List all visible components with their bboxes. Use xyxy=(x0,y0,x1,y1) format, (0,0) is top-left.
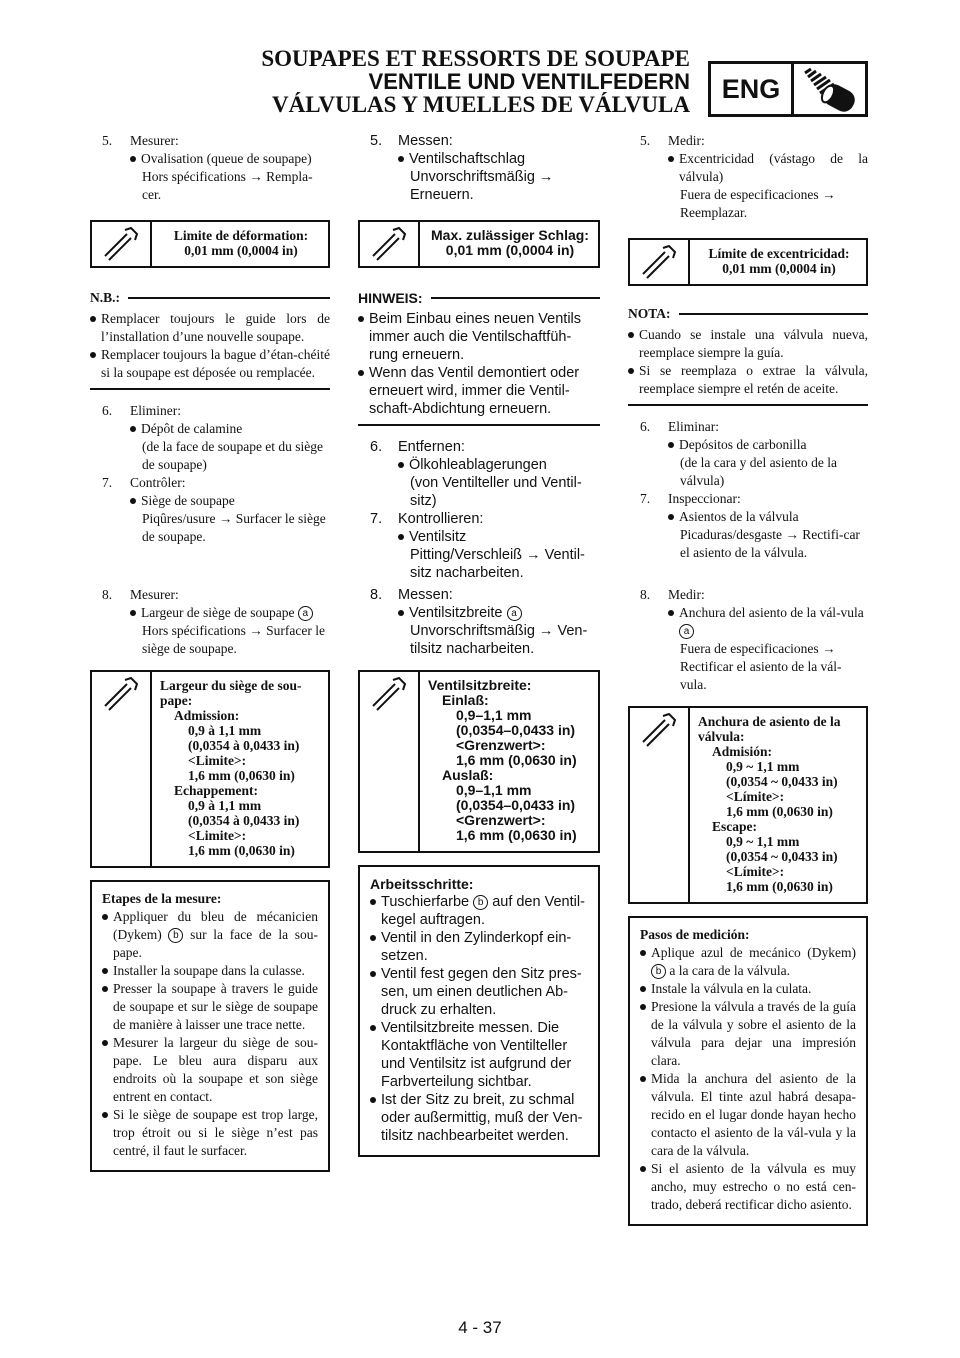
spec-text xyxy=(420,222,598,266)
note-end-rule xyxy=(628,404,868,406)
step-bullet xyxy=(668,604,868,640)
spec-value: 0,01 mm (0,0004 in) xyxy=(722,261,836,276)
wrench-icon xyxy=(630,708,690,902)
step-action: Unvorschriftsmäßig → Erneuern. xyxy=(410,169,554,203)
step-title: Inspeccionar: xyxy=(668,491,741,506)
step-number: 6. xyxy=(370,439,383,455)
step-7 xyxy=(90,474,330,546)
procedure-text: auf den Ventil-kegel auftragen. xyxy=(381,894,585,928)
wrench-icon xyxy=(92,672,152,866)
note-block xyxy=(90,290,330,390)
procedure-item: Si el asiento de la válvula es muy ancho, muy estrecho o no está cen-trado, deberá rectificar dicho asiento. xyxy=(640,1160,856,1214)
procedure-title: Etapes de la mesure: xyxy=(102,891,222,906)
procedure-item: Ventil in den Zylinderkopf ein-setzen. xyxy=(370,929,588,965)
step-7 xyxy=(358,510,600,582)
spec-value: 0,9 à 1,1 mm xyxy=(188,798,262,813)
header-title-fr: SOUPAPES ET RESSORTS DE SOUPAPE xyxy=(261,46,690,71)
spec-value: (0,0354 à 0,0433 in) xyxy=(188,813,300,828)
step-action: Hors spécifications → Rempla-cer. xyxy=(142,169,313,202)
step-5 xyxy=(358,132,600,204)
spec-value: 0,01 mm (0,0004 in) xyxy=(184,243,298,258)
spec-limit-label: <Grenzwert>: xyxy=(456,812,546,828)
step-action: Pitting/Verschleiß → Ventil-sitz nacharbeiten. xyxy=(410,547,585,581)
step-number: 8. xyxy=(370,587,383,603)
procedure-text: Appliquer du bleu de mécanicien (Dykem) xyxy=(113,909,318,942)
spec-title: Anchura de asiento de la válvula: xyxy=(698,714,841,744)
note-end-rule xyxy=(358,424,600,426)
spec-value: 0,9–1,1 mm xyxy=(456,707,532,723)
step-number: 5. xyxy=(370,133,383,149)
step-title: Entfernen: xyxy=(398,439,465,455)
step-8 xyxy=(358,586,600,658)
section-badge xyxy=(708,61,868,117)
spec-intake-label: Einlaß: xyxy=(442,692,489,708)
step-bullet: Ventilsitz xyxy=(398,528,600,546)
spec-title: Límite de excentricidad: xyxy=(708,246,850,261)
spec-title: Max. zulässiger Schlag: xyxy=(431,227,589,243)
column-spanish-lower xyxy=(628,586,868,1226)
note-item: Remplacer toujours la bague d’étan-chéité si la soupape est déposée ou remplacée. xyxy=(90,346,330,382)
spec-text xyxy=(152,672,328,866)
spec-exhaust-label: Echappement: xyxy=(174,783,258,798)
column-german-lower xyxy=(358,586,600,1157)
procedure-box xyxy=(628,916,868,1226)
spec-value: 1,6 mm (0,0630 in) xyxy=(726,879,833,894)
step-detail: (von Ventilteller und Ventil-sitz) xyxy=(410,475,582,509)
spec-limit-label: <Grenzwert>: xyxy=(456,737,546,753)
wrench-icon xyxy=(360,672,420,851)
spec-value: 1,6 mm (0,0630 in) xyxy=(456,827,577,843)
procedure-item: Mida la anchura del asiento de la válvula. El tinte azul habrá desapa-recido en el lugar donde hayan hecho contacto el asiento de la vál-vula y la cara de la válvula. xyxy=(640,1070,856,1160)
step-bullet-text: Ventilsitzbreite xyxy=(409,605,503,621)
spec-value: 0,9 ~ 1,1 mm xyxy=(726,834,800,849)
step-bullet: Dépôt de calamine xyxy=(130,420,330,438)
spec-box-limit xyxy=(90,220,330,268)
step-number: 5. xyxy=(640,133,651,148)
spec-value: (0,0354 ~ 0,0433 in) xyxy=(726,774,838,789)
spec-box-limit xyxy=(628,238,868,286)
procedure-item xyxy=(640,944,856,980)
step-bullet: Ventilschaftschlag xyxy=(398,150,600,168)
procedure-item xyxy=(370,893,588,929)
step-bullet: Ölkohleablagerungen xyxy=(398,456,600,474)
step-6 xyxy=(90,402,330,474)
step-action: Piqûres/usure → Surfacer le siège de soupape. xyxy=(142,511,326,544)
spec-intake-label: Admisión: xyxy=(712,744,773,759)
marker-a: a xyxy=(679,624,694,639)
procedure-item: Presione la válvula a través de la guía de la válvula y sobre el asiento de la válvula para dejar una impresión clara. xyxy=(640,998,856,1070)
step-number: 7. xyxy=(640,491,651,506)
page-number: 4 - 37 xyxy=(458,1318,502,1337)
step-8 xyxy=(90,586,330,658)
spec-value: 0,9 à 1,1 mm xyxy=(188,723,262,738)
spec-text xyxy=(152,222,328,266)
procedure-title: Arbeitsschritte: xyxy=(370,876,474,892)
note-block xyxy=(628,306,868,406)
spec-title: Limite de déformation: xyxy=(173,228,309,243)
spec-exhaust-label: Auslaß: xyxy=(442,767,494,783)
step-bullet xyxy=(398,604,600,622)
column-french-lower xyxy=(90,586,330,1172)
spec-value: 0,9–1,1 mm xyxy=(456,782,532,798)
step-action: Fuera de especificaciones → Reemplazar. xyxy=(680,187,836,220)
step-8 xyxy=(628,586,868,694)
spec-box-seat-width xyxy=(90,670,330,868)
procedure-box xyxy=(90,880,330,1172)
step-number: 8. xyxy=(640,587,651,602)
step-5 xyxy=(628,132,868,222)
step-action: Picaduras/desgaste → Rectifi-car el asiento de la válvula. xyxy=(680,527,860,560)
spec-value: 1,6 mm (0,0630 in) xyxy=(188,843,295,858)
step-title: Mesurer: xyxy=(130,133,179,148)
note-item: Wenn das Ventil demontiert oder erneuert wird, immer die Ventil-schaft-Abdichtung erneuern. xyxy=(358,364,600,418)
step-detail: (de la cara y del asiento de la válvula) xyxy=(680,455,838,488)
spec-title: Largeur du siège de sou-pape: xyxy=(160,678,302,708)
step-6 xyxy=(358,438,600,510)
step-bullet xyxy=(130,604,330,622)
spec-text xyxy=(420,672,598,851)
spec-value: 1,6 mm (0,0630 in) xyxy=(726,804,833,819)
wrench-icon xyxy=(630,240,690,284)
step-number: 8. xyxy=(102,587,113,602)
header-title-es: VÁLVULAS Y MUELLES DE VÁLVULA xyxy=(272,92,690,117)
note-item: Si se reemplaza o extrae la válvula, reemplace siempre el retén de aceite. xyxy=(628,362,868,398)
step-number: 5. xyxy=(102,133,113,148)
step-bullet: Asientos de la válvula xyxy=(668,508,868,526)
step-action: Fuera de especificaciones → Rectificar el asiento de la vál-vula. xyxy=(680,641,842,692)
spec-text xyxy=(690,708,866,902)
marker-b: b xyxy=(651,964,666,979)
spec-value: (0,0354 ~ 0,0433 in) xyxy=(726,849,838,864)
step-title: Mesurer: xyxy=(130,587,179,602)
note-title: N.B.: xyxy=(90,290,330,306)
procedure-item: Mesurer la largeur du siège de sou-pape. Le bleu aura disparu aux endroits où la soupape et son siège entrent en contact. xyxy=(102,1034,318,1106)
step-title: Contrôler: xyxy=(130,475,186,490)
spec-limit-label: <Limite>: xyxy=(188,828,247,843)
spec-value: 0,01 mm (0,0004 in) xyxy=(445,242,575,258)
procedure-text: a la cara de la válvula. xyxy=(669,963,791,978)
procedure-title: Pasos de medición: xyxy=(640,927,750,942)
note-item: Remplacer toujours le guide lors de l’installation d’une nouvelle soupape. xyxy=(90,310,330,346)
spec-intake-label: Admission: xyxy=(174,708,240,723)
step-number: 7. xyxy=(102,475,113,490)
step-number: 6. xyxy=(640,419,651,434)
column-german xyxy=(358,132,600,582)
step-action: Hors spécifications → Surfacer le siège de soupape. xyxy=(142,623,325,656)
spec-box-seat-width xyxy=(358,670,600,853)
spec-text xyxy=(690,240,866,284)
procedure-item: Ventil fest gegen den Sitz pres-sen, um einen deutlichen Ab-druck zu erhalten. xyxy=(370,965,588,1019)
step-bullet-text: Anchura del asiento de la vál-vula xyxy=(679,605,864,620)
procedure-item xyxy=(102,908,318,962)
spec-limit-label: <Limite>: xyxy=(188,753,247,768)
step-action: Unvorschriftsmäßig → Ven-tilsitz nacharbeiten. xyxy=(410,623,588,657)
note-item: Cuando se instale una válvula nueva, reemplace siempre la guía. xyxy=(628,326,868,362)
step-title: Messen: xyxy=(398,587,453,603)
spec-value: 0,9 ~ 1,1 mm xyxy=(726,759,800,774)
wrench-icon xyxy=(92,222,152,266)
step-title: Medir: xyxy=(668,133,705,148)
header-title-de: VENTILE UND VENTILFEDERN xyxy=(368,69,690,94)
step-bullet: Depósitos de carbonilla xyxy=(668,436,868,454)
spec-limit-label: <Límite>: xyxy=(726,864,785,879)
step-bullet-text: Largeur de siège de soupape xyxy=(141,605,295,620)
column-spanish xyxy=(628,132,868,562)
note-title: NOTA: xyxy=(628,306,868,322)
spec-box-limit xyxy=(358,220,600,268)
spec-value: 1,6 mm (0,0630 in) xyxy=(188,768,295,783)
procedure-text: Aplique azul de mecánico (Dykem) xyxy=(651,945,856,960)
procedure-item: Presser la soupape à travers le guide de soupape et sur le siège de soupape de manière à laisser une trace nette. xyxy=(102,980,318,1034)
step-6 xyxy=(628,418,868,490)
procedure-item: Si le siège de soupape est trop large, trop étroit ou si le siège n’est pas centré, il faut le surfacer. xyxy=(102,1106,318,1160)
procedure-item: Installer la soupape dans la culasse. xyxy=(102,962,318,980)
step-7 xyxy=(628,490,868,562)
spec-value: 1,6 mm (0,0630 in) xyxy=(456,752,577,768)
spec-exhaust-label: Escape: xyxy=(712,819,757,834)
note-end-rule xyxy=(90,388,330,390)
spec-limit-label: <Límite>: xyxy=(726,789,785,804)
procedure-text: sur la face de la sou-pape. xyxy=(113,927,318,960)
note-item: Beim Einbau eines neuen Ventils immer auch die Ventilschaftfüh-rung erneuern. xyxy=(358,310,600,364)
wrench-icon xyxy=(360,222,420,266)
procedure-text: Tuschierfarbe xyxy=(381,894,470,910)
marker-a: a xyxy=(298,606,313,621)
step-title: Eliminar: xyxy=(668,419,719,434)
spec-value: (0,0354–0,0433 in) xyxy=(456,722,576,738)
step-bullet: Excentricidad (vástago de la válvula) xyxy=(668,150,868,186)
note-block xyxy=(358,290,600,426)
spec-box-seat-width xyxy=(628,706,868,904)
spec-value: (0,0354 à 0,0433 in) xyxy=(188,738,300,753)
note-title: HINWEIS: xyxy=(358,290,600,306)
step-title: Eliminer: xyxy=(130,403,181,418)
step-5 xyxy=(90,132,330,204)
step-bullet: Ovalisation (queue de soupape) xyxy=(130,150,330,168)
spec-title: Ventilsitzbreite: xyxy=(428,677,532,693)
procedure-box xyxy=(358,865,600,1157)
step-title: Kontrollieren: xyxy=(398,511,484,527)
step-number: 6. xyxy=(102,403,113,418)
step-title: Messen: xyxy=(398,133,453,149)
engine-spring-icon xyxy=(794,64,865,114)
step-title: Medir: xyxy=(668,587,705,602)
section-badge-label: ENG xyxy=(711,64,794,114)
column-french xyxy=(90,132,330,546)
step-detail: (de la face de soupape et du siège de soupape) xyxy=(142,439,324,472)
marker-b: b xyxy=(168,928,183,943)
procedure-item: Ist der Sitz zu breit, zu schmal oder außermittig, muß der Ven-tilsitz nachbearbeitet werden. xyxy=(370,1091,588,1145)
marker-a: a xyxy=(507,606,522,621)
spec-value: (0,0354–0,0433 in) xyxy=(456,797,576,813)
procedure-item: Ventilsitzbreite messen. Die Kontaktfläche von Ventilteller und Ventilsitz ist aufgrund der Farbverteilung sichtbar. xyxy=(370,1019,588,1091)
step-bullet: Siège de soupape xyxy=(130,492,330,510)
procedure-item: Instale la válvula en la culata. xyxy=(640,980,856,998)
step-number: 7. xyxy=(370,511,383,527)
marker-b: b xyxy=(473,895,488,910)
